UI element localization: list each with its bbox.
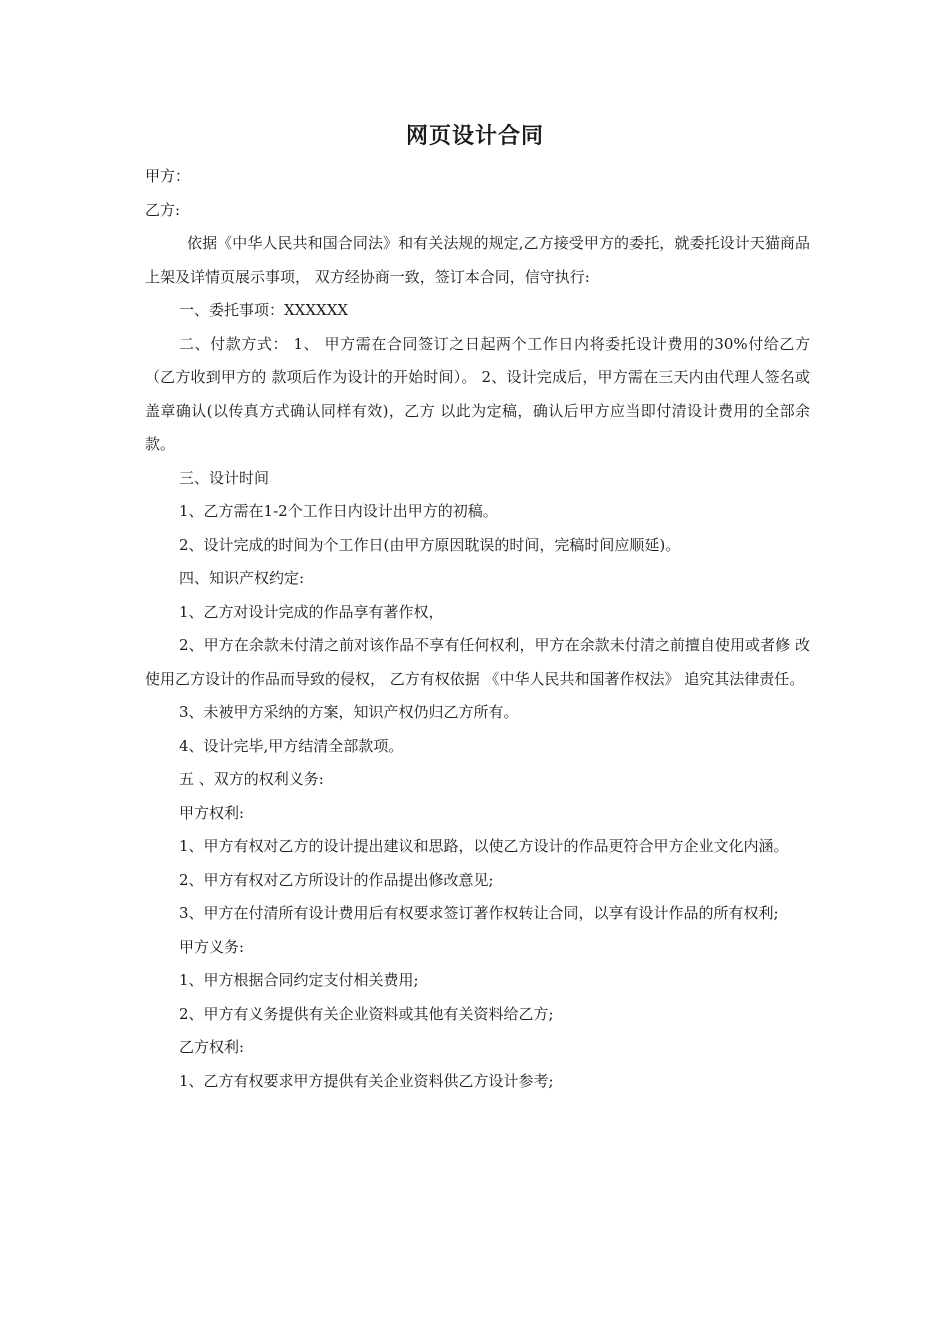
document-title: 网页设计合同 — [405, 124, 544, 149]
preamble-paragraph: 依据《中华人民共和国合同法》和有关法规的规定,乙方接受甲方的委托，就委托设计天猫商品上架及详情页展示事项， 双方经协商一致，签订本合同，信守执行: — [145, 234, 810, 286]
section-heading: 四、知识产权约定: — [179, 569, 305, 587]
clause-paragraph: 1、乙方需在1-2个工作日内设计出甲方的初稿。 — [179, 502, 498, 520]
clause-paragraph: 1、乙方有权要求甲方提供有关企业资料供乙方设计参考; — [179, 1071, 554, 1090]
section-heading: 一、委托事项：XXXXXX — [179, 301, 349, 319]
payment-paragraph: 二、付款方式： 1、 甲方需在合同签订之日起两个工作日内将委托设计费用的30%付给乙方（乙方收到甲方的 款项后作为设计的开始时间）。 2、设计完成后，甲方需在三天内由代理人签名或盖章确认(以传真方式确认同样有效)，乙方 以此为定稿，确认后甲方应当即付清设计费用的全部余款。 — [145, 334, 810, 453]
clause-paragraph: 3、未被甲方采纳的方案，知识产权仍归乙方所有。 — [179, 703, 519, 721]
clause-paragraph: 2、甲方有权对乙方所设计的作品提出修改意见; — [179, 870, 494, 889]
subsection-heading: 乙方权利: — [179, 1038, 245, 1056]
subsection-heading: 甲方权利: — [179, 803, 245, 822]
party-b-line: 乙方: — [145, 200, 181, 219]
party-a-line: 甲方： — [145, 167, 191, 185]
clause-paragraph: 2、甲方在余款未付清之前对该作品不享有任何权利，甲方在余款未付清之前擅自使用或者修 改使用乙方设计的作品而导致的侵权， 乙方有权依据 《中华人民共和国著作权法》 追究其法律责任。 — [145, 636, 810, 688]
clause-paragraph: 1、乙方对设计完成的作品享有著作权， — [179, 602, 444, 621]
clause-paragraph: 1、甲方有权对乙方的设计提出建议和思路，以使乙方设计的作品更符合甲方企业文化内涵。 — [179, 837, 789, 855]
clause-paragraph: 4、设计完毕,甲方结清全部款项。 — [179, 736, 404, 755]
section-heading: 三、设计时间 — [179, 468, 270, 487]
section-heading: 五 、双方的权利义务: — [179, 770, 324, 788]
clause-paragraph: 1、甲方根据合同约定支付相关费用; — [179, 971, 419, 989]
clause-paragraph: 2、设计完成的时间为个工作日(由甲方原因耽误的时间，完稿时间应顺延)。 — [179, 535, 681, 554]
document-body — [145, 160, 810, 1098]
subsection-heading: 甲方义务: — [179, 937, 245, 956]
clause-paragraph: 2、甲方有义务提供有关企业资料或其他有关资料给乙方; — [179, 1004, 554, 1023]
clause-paragraph: 3、甲方在付清所有设计费用后有权要求签订著作权转让合同，以享有设计作品的所有权利; — [179, 904, 779, 922]
